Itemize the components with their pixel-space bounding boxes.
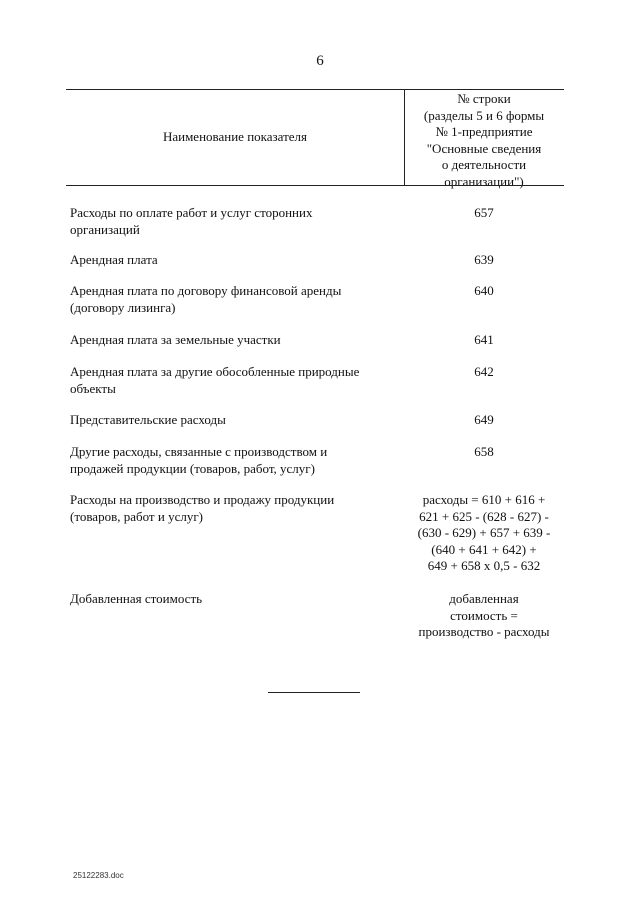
header-line-number: № строки (разделы 5 и 6 формы № 1-предприятие "Основные сведения о деятельности организации") [423,91,545,189]
row-name: Расходы на производство и продажу продукции (товаров, работ и услуг) [70,492,335,524]
document-file-id: 25122283.doc [73,871,124,880]
header-indicator-name [66,89,404,185]
row-name: Другие расходы, связанные с производством и продажей продукции (товаров, работ, услуг) [70,444,328,476]
row-code: добавленная стоимость = производство - расходы [418,591,550,639]
row-code: 658 [474,444,494,459]
row-name: Арендная плата по договору финансовой аренды (договору лизинга) [70,283,342,315]
row-name: Арендная плата за земельные участки [70,332,281,347]
header-bottom-rule [66,185,564,186]
row-name: Представительские расходы [70,412,226,427]
row-name: Расходы по оплате работ и услуг сторонних организаций [70,205,313,237]
header-indicator-name-text: Наименование показателя [162,129,308,144]
row-name: Добавленная стоимость [70,591,203,606]
end-of-table-rule [268,692,360,693]
row-code: расходы = 610 + 616 + 621 + 625 - (628 - 627) - (630 - 629) + 657 + 639 - (640 + 641 + 642) + 649 + 658 x 0,5 - 632 [417,492,551,573]
row-name: Арендная плата [70,252,158,267]
row-code: 642 [474,364,494,379]
row-code: 639 [474,252,494,267]
row-code: 649 [474,412,494,427]
row-code: 641 [474,332,494,347]
row-name: Арендная плата за другие обособленные природные объекты [70,364,360,396]
row-code: 657 [474,205,494,220]
row-code: 640 [474,283,494,298]
page-number: 6 [316,53,324,69]
